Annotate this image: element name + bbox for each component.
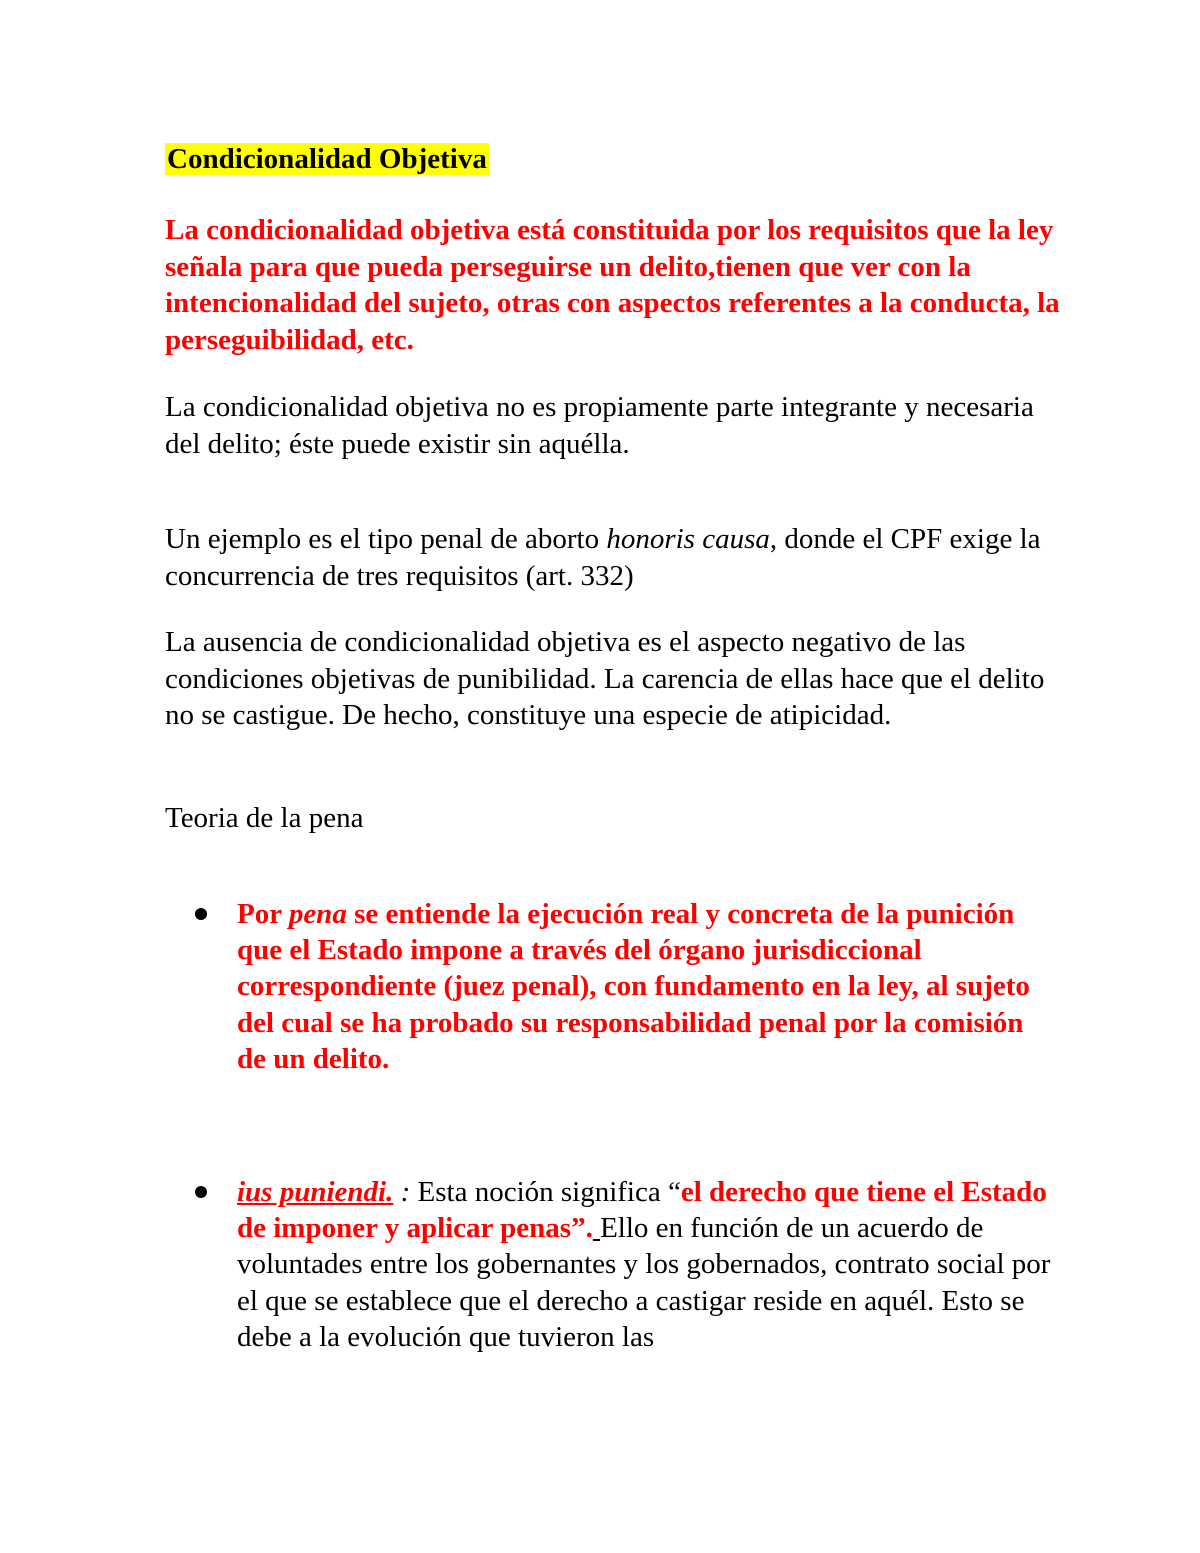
example-text-before: Un ejemplo es el tipo penal de aborto [165,523,607,555]
list-item-ius-puniendi [237,1174,1057,1355]
document-title [165,140,489,178]
paragraph-not-integral: La condicionalidad objetiva no es propiamente parte integrante y necesaria del delito; éste puede existir sin aquélla. [165,391,1034,460]
definition-paragraph: La condicionalidad objetiva está constituida por los requisitos que la ley señala para que pueda perseguirse un delito,tienen que ver con la intencionalidad del sujeto, otras con aspectos referentes a la conducta, la perseguibilidad, etc. [165,214,1060,356]
highlighted-title-text: Condicionalidad Objetiva [167,143,487,175]
paragraph-example [165,521,1065,594]
pena-italic-term: pena [288,898,347,930]
example-italic-term: honoris causa [606,523,770,555]
paragraph-absence: La ausencia de condicionalidad objetiva es el aspecto negativo de las condiciones objetivas de punibilidad. La carencia de ellas hace que el delito no se castigue. De hecho, constituye una especie de atipicidad. [165,626,1045,731]
ius-intro: Esta noción significa “ [417,1176,681,1208]
ius-rest: Ello en función de un acuerdo de voluntades entre los gobernantes y los gobernados, contrato social por el que se establece que el derecho a castigar reside en aquél. Esto se debe a la evolución que tuvieron las [237,1212,1051,1353]
example-text-after: , donde el CPF exige la concurrencia de tres requisitos (art. 332) [165,523,1041,592]
ius-underlined-space [593,1212,600,1244]
bullet-dot-icon [195,908,207,920]
ius-quote: el derecho que tiene el Estado de imponer y aplicar penas”. [237,1176,1047,1245]
ius-puniendi-term: ius puniendi. [237,1176,394,1208]
ius-colon: : [393,1176,418,1208]
list-item-pena [237,896,1057,1077]
bullet-dot-icon [195,1186,207,1198]
pena-lead: Por [237,898,289,930]
pena-definition: se entiende la ejecución real y concreta de la punición que el Estado impone a través del órgano jurisdiccional correspondiente (juez penal), con fundamento en la ley, al sujeto del cual se ha probado su responsabilidad penal por la comisión de un delito. [237,898,1030,1075]
section-heading-teoria: Teoria de la pena [165,802,364,834]
